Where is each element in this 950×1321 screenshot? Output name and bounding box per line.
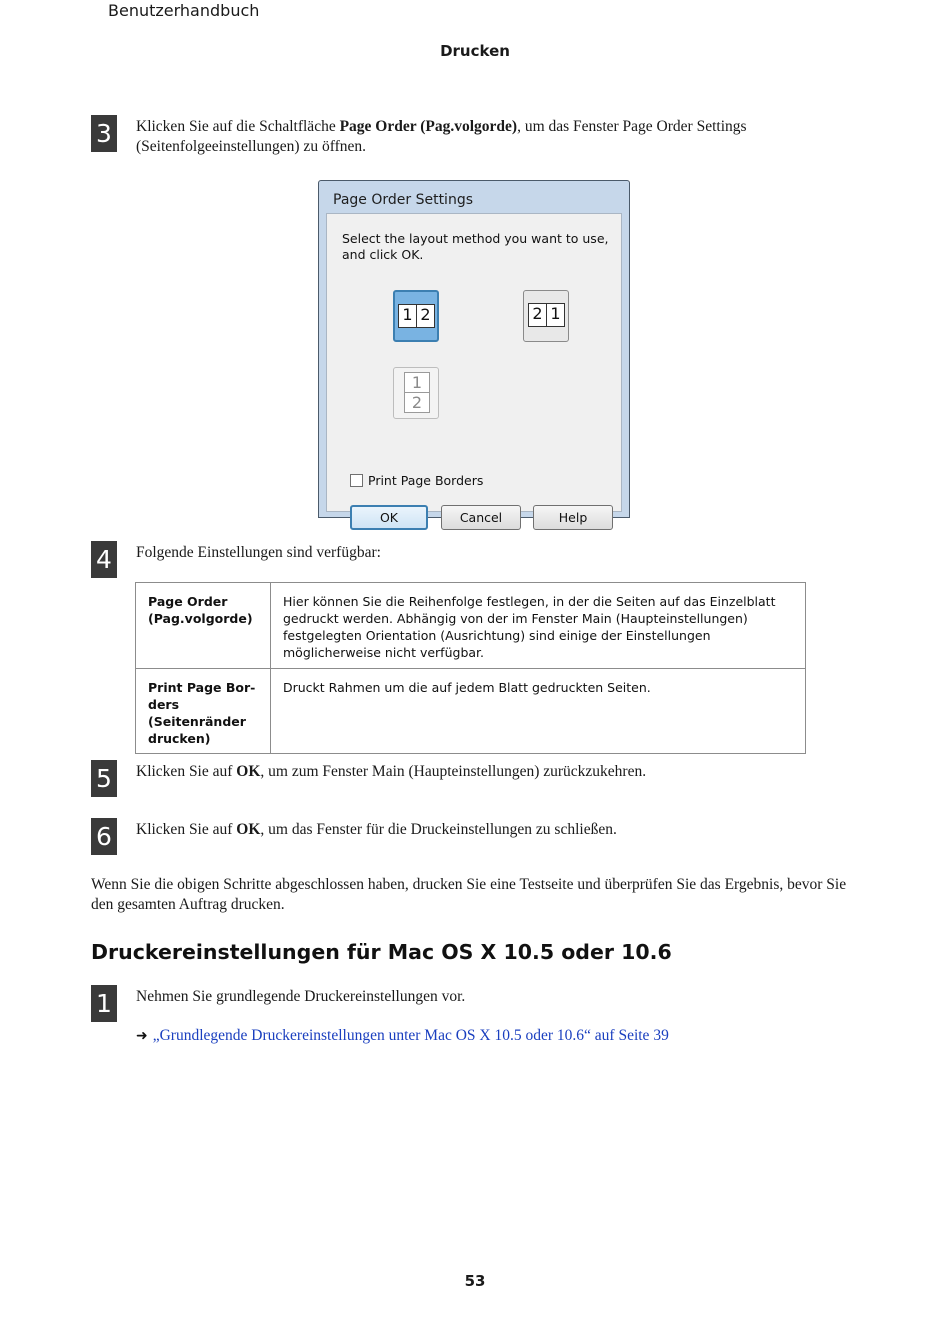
manual-name: Benutzerhandbuch xyxy=(108,1,260,20)
dialog-client-area xyxy=(326,213,622,525)
step-number-badge: 5 xyxy=(91,760,117,797)
section-heading: Druckereinstellungen für Mac OS X 10.5 oder 10.6 xyxy=(91,940,672,964)
table-term: Page Order (Pag.volgorde) xyxy=(136,583,271,669)
dialog-instruction: Select the layout method you want to use, and click OK. xyxy=(342,231,609,262)
table-description: Druckt Rahmen um die auf jedem Blatt gedruckten Seiten. xyxy=(271,669,806,754)
page-icon: 2 xyxy=(416,304,435,328)
table-description: Hier können Sie die Reihenfolge festlegen, in der die Seiten auf das Einzelblatt gedruckt werden. Abhängig von der im Fenster Main (Haupteinstellungen) festgelegten Orientation (Ausrichtung) sind einige der Einstellungen möglicherweise nicht verfügbar. xyxy=(271,583,806,669)
step-1-text: Nehmen Sie grundlegende Druckereinstellungen vor. xyxy=(136,988,466,1005)
step-5-text: Klicken Sie auf OK, um zum Fenster Main (Haupteinstellungen) zurückzukehren. xyxy=(136,763,647,780)
help-button[interactable]: Help xyxy=(533,505,613,530)
page-order-button-ref: Page Order (Pag.volgorde) xyxy=(339,118,518,135)
layout-left-to-right-button[interactable] xyxy=(393,290,439,342)
table-row xyxy=(136,669,806,754)
cross-reference-link[interactable]: „Grundlegende Druckereinstellungen unter Mac OS X 10.5 oder 10.6“ auf Seite 39 xyxy=(152,1027,669,1044)
layout-right-to-left-button[interactable] xyxy=(523,290,569,342)
arrow-right-icon: ➜ xyxy=(136,1028,148,1044)
step-number-badge: 6 xyxy=(91,818,117,855)
step-6-text: Klicken Sie auf OK, um das Fenster für die Druckeinstellungen zu schließen. xyxy=(136,821,617,838)
step-number-badge: 3 xyxy=(91,115,117,152)
page-icon: 1 xyxy=(404,372,430,393)
settings-table xyxy=(135,582,806,754)
step-4-text: Folgende Einstellungen sind verfügbar: xyxy=(136,544,381,561)
page-order-settings-dialog xyxy=(318,180,630,525)
dialog-title: Page Order Settings xyxy=(333,192,473,208)
chapter-title: Drucken xyxy=(440,42,510,60)
ok-button[interactable]: OK xyxy=(350,505,428,530)
table-term: Print Page Borders (Seitenränder drucken) xyxy=(136,669,271,754)
cross-reference[interactable] xyxy=(136,1027,669,1045)
page-icon: 2 xyxy=(404,392,430,413)
page-icon: 1 xyxy=(398,304,417,328)
print-page-borders-row[interactable] xyxy=(350,473,483,488)
closing-paragraph: Wenn Sie die obigen Schritte abgeschlossen haben, drucken Sie eine Testseite und überprüfen Sie das Ergebnis, bevor Sie den gesamten Auftrag drucken. xyxy=(91,876,847,913)
step-number-badge: 4 xyxy=(91,541,117,578)
step-number-badge: 1 xyxy=(91,985,117,1022)
page-number: 53 xyxy=(464,1272,486,1290)
step-3-text: Klicken Sie auf die Schaltfläche Page Order (Pag.volgorde), um das Fenster Page Order Settings (Seitenfolgeeinstellungen) zu öffnen. xyxy=(136,118,747,155)
page-icon: 2 xyxy=(528,303,547,327)
page-icon: 1 xyxy=(546,303,565,327)
cancel-button[interactable]: Cancel xyxy=(441,505,521,530)
layout-top-to-bottom-button[interactable] xyxy=(393,367,439,419)
print-page-borders-checkbox[interactable] xyxy=(350,474,363,487)
table-row xyxy=(136,583,806,669)
print-page-borders-label: Print Page Borders xyxy=(368,473,484,488)
